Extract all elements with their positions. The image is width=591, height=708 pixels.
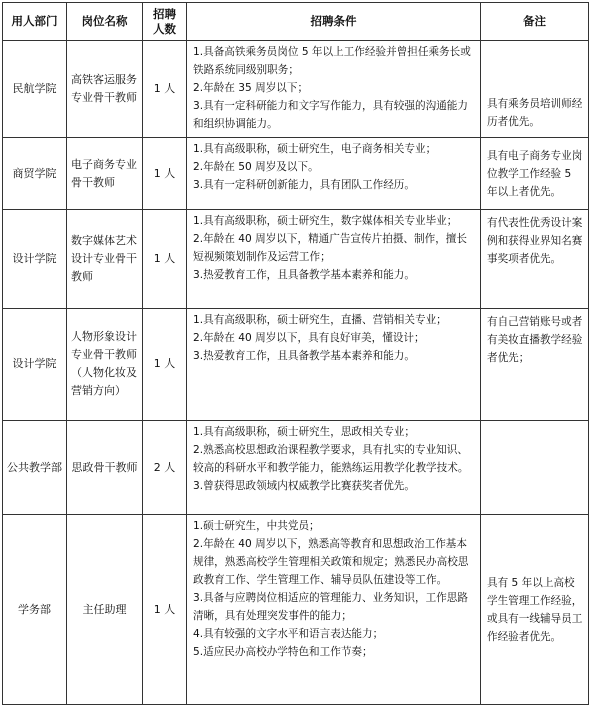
requirement-item: 2.年龄在 35 周岁以下； [193, 82, 309, 94]
note-cell: 具有乘务员培训师经历者优先。 [481, 41, 589, 138]
requirement-item: 2.年龄在 40 周岁以下，熟悉高等教育和思想政治工作基本规律，熟悉高校学生管理相关政策和规定；熟悉民办高校思政教育工作、学生管理工作、辅导员队伍建设等工作。 [193, 538, 469, 587]
dept-cell: 商贸学院 [3, 138, 67, 210]
position-cell [67, 308, 143, 420]
count-cell: 2 人 [143, 421, 187, 515]
requirement-item: 3.具备与应聘岗位相适应的管理能力、业务知识，工作思路清晰，具有处理突发事件的能力； [193, 592, 468, 623]
requirements-cell [187, 138, 481, 210]
position-cell [67, 421, 143, 515]
table-row [3, 515, 589, 705]
requirement-item: 4.具有较强的文字水平和语言表达能力； [193, 628, 384, 641]
count-cell: 1 人 [143, 308, 187, 420]
table-row [3, 421, 589, 515]
header-dept: 用人部门 [3, 3, 67, 41]
requirement-item: 3.具有一定科研能力和文字写作能力，具有较强的沟通能力和组织协调能力。 [193, 100, 468, 130]
requirement-item: 1.具有高级职称，硕士研究生，电子商务相关专业； [193, 143, 437, 156]
requirement-item: 2.年龄在 40 周岁以下，具有良好审美，懂设计； [193, 331, 425, 344]
header-note: 备注 [481, 3, 589, 41]
position-cell [67, 138, 143, 210]
note-cell: 有自己营销账号或者有美妆直播教学经验者优先； [481, 308, 589, 420]
dept-cell: 民航学院 [3, 41, 67, 138]
dept-cell: 设计学院 [3, 210, 67, 308]
note-cell: 具有电子商务专业岗位教学工作经验 5 年以上者优先。 [481, 138, 589, 210]
requirement-item: 1.硕士研究生，中共党员； [193, 520, 320, 533]
requirement-item: 3.曾获得思政领域内权威教学比赛获奖者优先。 [193, 480, 415, 493]
requirement-item: 2.年龄在 50 周岁及以下。 [193, 161, 319, 174]
header-requirements: 招聘条件 [187, 3, 481, 41]
header-position: 岗位名称 [67, 3, 143, 41]
position-text: 数字媒体艺术设计专业骨干教师 [71, 234, 137, 284]
count-cell: 1 人 [143, 41, 187, 138]
dept-cell: 学务部 [3, 515, 67, 705]
position-text: 主任助理 [82, 602, 127, 616]
requirements-cell [187, 421, 481, 515]
position-cell [67, 41, 143, 138]
position-text: 思政骨干教师 [71, 460, 138, 474]
table-row [3, 41, 589, 138]
position-text: 电子商务专业骨干教师 [71, 157, 137, 189]
count-cell: 1 人 [143, 210, 187, 308]
requirements-cell [187, 210, 481, 308]
requirement-item: 3.热爱教育工作，且具备教学基本素养和能力。 [193, 269, 415, 282]
note-cell: 具有 5 年以上高校学生管理工作经验，或具有一线辅导员工作经验者优先。 [481, 515, 589, 705]
requirement-item: 1.具有高级职称，硕士研究生，数字媒体相关专业毕业； [193, 215, 458, 228]
requirement-item: 2.熟悉高校思想政治课程教学要求，具有扎实的专业知识、较高的科研水平和教学能力，能熟练运用教学化教学技术。 [193, 444, 469, 475]
requirement-item: 5.适应民办高校办学特色和工作节奏； [193, 646, 373, 659]
dept-cell: 设计学院 [3, 308, 67, 420]
header-row [3, 3, 589, 41]
requirement-item: 2.年龄在 40 周岁以下，精通广告宣传片拍摄、制作，擅长短视频策划制作及运营工作； [193, 233, 467, 264]
count-cell: 1 人 [143, 515, 187, 705]
table-row [3, 308, 589, 420]
count-cell: 1 人 [143, 138, 187, 210]
note-cell [481, 421, 589, 515]
requirements-cell [187, 41, 481, 138]
note-cell: 有代表性优秀设计案例和获得业界知名赛事奖项者优先。 [481, 210, 589, 308]
recruitment-table [2, 2, 589, 705]
requirement-item: 1.具有高级职称，硕士研究生，思政相关专业； [193, 426, 415, 439]
position-text: 高铁客运服务专业骨干教师 [71, 73, 137, 105]
position-cell [67, 515, 143, 705]
position-text: 人物形象设计专业骨干教师（人物化妆及营销方向） [71, 330, 137, 398]
requirement-item: 1.具有高级职称，硕士研究生，直播、营销相关专业； [193, 313, 447, 326]
header-count: 招聘人数 [143, 3, 187, 41]
requirement-item: 3.具有一定科研创新能力，具有团队工作经历。 [193, 179, 415, 192]
requirement-item: 3.热爱教育工作，且具备教学基本素养和能力。 [193, 349, 415, 362]
requirement-item: 1.具备高铁乘务员岗位 5 年以上工作经验并曾担任乘务长或铁路系统同级别职务； [193, 46, 471, 76]
requirements-cell [187, 308, 481, 420]
position-cell [67, 210, 143, 308]
table-row [3, 138, 589, 210]
requirements-cell [187, 515, 481, 705]
table-row [3, 210, 589, 308]
dept-cell: 公共教学部 [3, 421, 67, 515]
